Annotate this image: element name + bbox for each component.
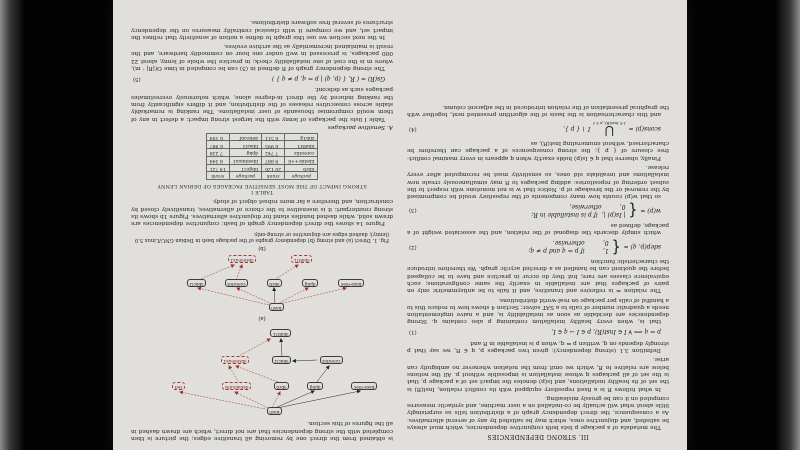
table-cell: 6 104 xyxy=(206,133,229,141)
graph-node: dpkg xyxy=(307,382,323,390)
graph-node: base-files xyxy=(338,279,364,287)
figure-1 xyxy=(131,230,393,417)
equation-number: (1) xyxy=(409,328,417,335)
paragraph: In the next section we use this graph to define a notion of sensitivity that refines the impact set, and we compare it with classical centrality measures on the dependency structures of several free software distributions. xyxy=(131,19,393,40)
case-row xyxy=(528,239,608,246)
paragraph: Finally, observe that q ∈ Is(p) holds exactly when q appears in every maximal conflict-free closure of { p }; the strong consequences of a package can therefore be characterised, without enumerating Inst(R), as xyxy=(407,140,669,161)
case-value: | Is(p) |, xyxy=(601,210,626,218)
direct-dependency-graph xyxy=(137,321,387,417)
letterbox-right xyxy=(776,0,800,450)
graph-node: libacl1 xyxy=(272,356,291,364)
graph-node: debianutils xyxy=(222,382,251,390)
graph-node: libc6 xyxy=(274,382,289,390)
paragraph: The strong dependency graph of R defined in (5) can be computed in time O(|R| · m), where m is the cost of one installability check; in practice the whole of lenny, about 22 000 packages, is processed in well under one hour on commodity hardware, and the result is maintained incrementally as the archive evolves. xyxy=(131,43,393,72)
equation-3 xyxy=(409,203,661,218)
case-condition: if p ⇒ q and p ≠ q; xyxy=(528,246,585,254)
equation-lhs: scons(p) = xyxy=(628,125,661,133)
right-column xyxy=(131,7,393,441)
table-row xyxy=(206,149,318,157)
equation-5 xyxy=(133,75,385,82)
cases-body xyxy=(528,239,608,254)
paragraph: The relation ⇒ is reflexive and transitive, and it fails to be antisymmetric only on pairs of packages that are installable in exactly the same configurations; such equivalence classes are rare, but they do occur in practice and have to be collapsed before the quotient can be handled as a directed acyclic graph. We therefore introduce the characteristic function xyxy=(407,258,669,294)
column-header: srank xyxy=(206,172,229,180)
table-cell: 6 511 xyxy=(262,133,285,141)
graph-node: libattr1 xyxy=(270,329,291,337)
strong-dependency-graph xyxy=(156,251,368,313)
table-cell: libstdc++6 xyxy=(285,156,318,164)
definition-paragraph: Definition 3.1 (strong dependency): given two packages p, q ∈ R, we say that p strongly depends on q, written p ⇒ q, when p is installable in R and xyxy=(407,339,669,354)
document-page xyxy=(113,0,687,450)
table-header-row xyxy=(206,172,318,180)
equation-2 xyxy=(409,239,661,254)
equation-4 xyxy=(409,122,661,136)
table-cell: 6 987 xyxy=(206,141,229,149)
graph-node: sed xyxy=(172,382,185,390)
table-row xyxy=(206,133,318,141)
table-cell: 14 721 xyxy=(206,164,229,172)
table-cell: libacl1 xyxy=(229,141,261,149)
case-condition: otherwise, xyxy=(569,203,602,211)
subfigure-b-label: (b) xyxy=(258,245,266,252)
section-heading: III. STRONG DEPENDENCIES xyxy=(487,433,589,440)
graph-node: libselinux1 xyxy=(228,255,256,263)
cases-brace: { xyxy=(628,201,638,220)
table-caption: STRONG IMPACT OF THE MOST SENSITIVE PACKAGES OF DEBIAN LENNY xyxy=(157,182,367,189)
table-row xyxy=(206,141,318,149)
equation-lhs: w(p) = xyxy=(640,206,661,214)
table-cell: libselinux1 xyxy=(229,156,261,164)
paragraph: is obtained from the direct one by removing all transitive edges; the picture is then completed with the strong dependencies that are not direct, which are drawn dashed in all the figures of this section. xyxy=(131,420,393,441)
paragraph: and this characterisation is the basis of the algorithm presented next, together with the graphical presentation of the relation introduced in the adjacent column. xyxy=(407,104,669,118)
paragraph: so that w(p) counts how many components of the repository would be compromised by the removal or the breakage of p. Notice that w is not monotone with respect to the subset ordering of repositories: adding packages to R may simultaneously create new installations and invalidate old ones, so sensitivity must be recomputed after every release. xyxy=(407,163,669,200)
equation-number: (5) xyxy=(133,75,141,82)
table-cell: dpkg xyxy=(229,149,261,157)
equation-number: (2) xyxy=(409,243,417,250)
column-header: srank xyxy=(262,172,285,180)
graph-node: libacl1 xyxy=(187,279,206,287)
paragraph: Figure 1a shows the direct dependency graph of bash: conjunctive dependencies are drawn solid, while dashed bundles stand for disjunctive alternatives. Figure 1b shows its strong counterpart: it is insensitive to the choice of alternatives, transitively closed by construction, and therefore a far more robust object of study. xyxy=(131,198,393,227)
left-column xyxy=(407,7,669,441)
equation-number: (3) xyxy=(409,207,417,214)
figure-caption: Fig. 1. Direct (a) and strong (b) dependency graphs of the package bash in Debian GNU/Linux 5.0 (lenny); dashed edges are disjunctive or strong-only. xyxy=(135,230,389,244)
cases-body xyxy=(531,203,625,218)
table-cell: coreutils xyxy=(285,149,318,157)
case-value: 1, xyxy=(602,246,609,254)
case-condition: otherwise. xyxy=(552,239,585,247)
rotated-page-content xyxy=(113,0,687,450)
graph-node: bash xyxy=(267,407,282,415)
letterbox-left xyxy=(0,0,24,450)
cases-brace: { xyxy=(611,237,621,256)
case-row xyxy=(531,211,625,218)
table-cell: 7 742 xyxy=(262,149,285,157)
subfigure-a-label: (a) xyxy=(258,315,266,322)
case-value: 0, xyxy=(619,203,626,211)
dependency-edges-svg xyxy=(137,321,387,417)
equation-body: p ⇒ q ⟺ ∀ I ∈ Inst(R), p ∈ I → q ∈ I, xyxy=(551,328,661,336)
table-cell: libc6 xyxy=(285,164,318,172)
paragraph: Table I lists the packages of lenny with the largest strong impact: a defect in any of them would compromise thousands of user installations. The ranking is remarkably stable across consecutive releases of the distribution, and it differs significantly from the ranking induced by the direct in-degree alone, which notoriously overestimates packages such as debconf. xyxy=(131,86,393,122)
table-cell: 8 344 xyxy=(206,156,229,164)
case-row xyxy=(531,203,625,210)
graph-node: bash xyxy=(269,303,284,311)
graph-node: libc6 xyxy=(267,279,282,287)
table-cell: libattr1 xyxy=(285,141,318,149)
table-label: TABLE I xyxy=(250,189,274,196)
graph-node: libattr1 xyxy=(291,255,312,263)
table-row xyxy=(206,164,318,172)
paragraph: In what follows R is a fixed repository equipped with its conflict relation, Inst(R) is the set of its healthy installations, and Is(p) denotes the impact set of a package p, that is the set of all packages q whose installation is impossible without p. All the notions below are relative to R, which we omit from the notation whenever no ambiguity can arise. xyxy=(407,356,669,392)
two-column-layout xyxy=(113,0,687,450)
paragraph: which simply discards the diagonal of the relation, and the associated weight of a package, defined as xyxy=(407,221,669,236)
column-header: package xyxy=(285,172,318,180)
sensitive-packages-table xyxy=(206,133,319,180)
equation-body: Gs(R) = ( R, { (p, q) | p ⇒ q, p ≠ q } ) xyxy=(271,75,385,83)
graph-node: base-files xyxy=(351,382,377,390)
subsection-heading: A. Sensitive packages xyxy=(327,123,393,130)
paragraph: The metadata of a package p lists both conjunctive dependencies, which must always be satisfied, and disjunctive ones, which may be satisfied by any of several alternatives. As a consequence, the direct dependency graph of a distribution tells us surprisingly little about what will actually be co-installed on a user machine, and syntactic measures computed on it can be grossly misleading. xyxy=(407,394,669,430)
table-row xyxy=(206,156,318,164)
table-cell: 20 126 xyxy=(262,164,285,172)
graph-node: coreutils xyxy=(320,356,343,364)
table-cell: 9 887 xyxy=(262,156,285,164)
table-cell: debconf xyxy=(229,133,261,141)
case-value: 0, xyxy=(602,239,609,247)
case-row xyxy=(528,247,608,254)
graph-node: dpkg xyxy=(302,279,318,287)
equation-number: (4) xyxy=(409,125,417,132)
union-symbol: ⋃ xyxy=(604,124,614,138)
case-condition: if p is installable in R; xyxy=(531,210,598,218)
table-cell: 7 238 xyxy=(206,149,229,157)
equation-1 xyxy=(409,328,661,335)
graph-node: coreutils xyxy=(225,279,248,287)
union-limits: I ∈ Inst(R), p ∈ I xyxy=(593,121,626,127)
table-cell: 6 995 xyxy=(262,141,285,149)
table-cell: zlib1g xyxy=(285,133,318,141)
equation-rhs: I ∖ { p }, xyxy=(563,125,591,133)
graph-node: libselinux1 xyxy=(221,356,249,364)
equation-lhs: sdep(p, q) = xyxy=(623,243,661,251)
big-union-operator xyxy=(593,122,625,136)
table-cell: libgcc1 xyxy=(229,164,261,172)
paragraph: that is, when every healthy installation containing p also contains q. Strong dependencies are decidable as soon as installability is, and a naive implementation needs a quadratic number of calls to a SAT solver; Section 4 shows how to reduce this to a handful of calls per package on real-world distributions. xyxy=(407,296,669,325)
column-header: package xyxy=(229,172,261,180)
